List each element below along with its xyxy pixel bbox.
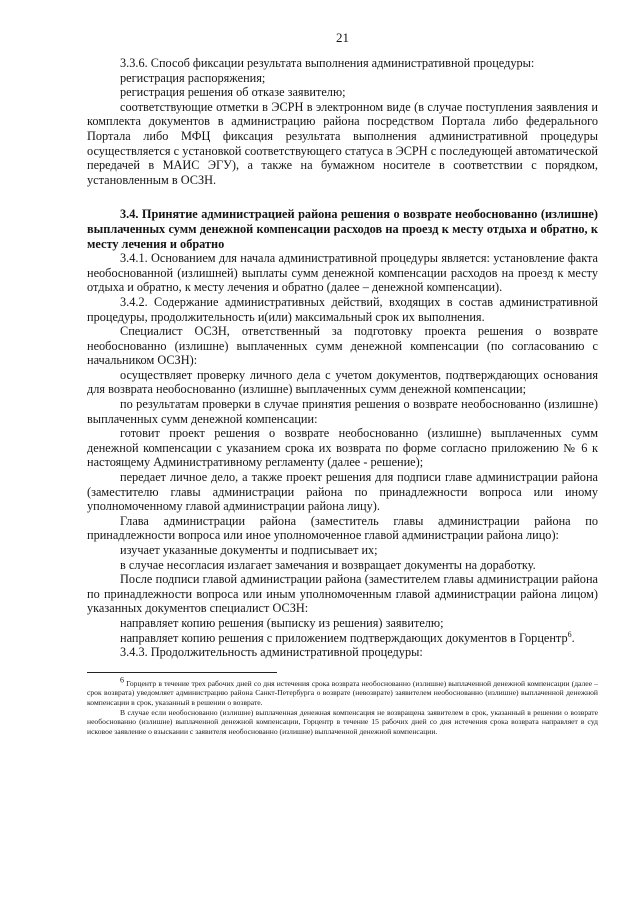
- paragraph-text: готовит проект решения о возврате необоснованно (излишне) выплаченных сумм денежной компенсации с указанием срока их возврата по форме согласно приложению № 6 к настоящему Административному регламенту (далее - решение);: [87, 426, 598, 470]
- paragraph-text: регистрация распоряжения;: [120, 70, 266, 85]
- footnote: [87, 708, 598, 737]
- paragraph: [87, 631, 598, 646]
- section-heading: [87, 207, 598, 251]
- footnote-ref[interactable]: 6: [567, 629, 572, 639]
- paragraph: [87, 645, 598, 660]
- paragraph: [87, 85, 598, 100]
- paragraph: [87, 368, 598, 397]
- body-text: [87, 56, 598, 660]
- paragraph-text: Специалист ОСЗН, ответственный за подготовку проекта решения о возврате необоснованно (излишне) выплаченных сумм денежной компенсации (по согласованию с начальником ОСЗН):: [87, 324, 598, 368]
- page-number: 21: [336, 30, 349, 45]
- paragraph: [87, 71, 598, 86]
- footnotes: [87, 675, 598, 737]
- paragraph: [87, 470, 598, 514]
- paragraph-text: 3.4. Принятие администрацией района решения о возврате необоснованно (излишне) выплаченных сумм денежной компенсации расходов на проезд к месту отдыха и обратно, к месту лечения и обратно: [87, 207, 598, 251]
- paragraph-text: направляет копию решения с приложением подтверждающих документов в Горцентр: [120, 630, 568, 645]
- paragraph-text: Глава администрации района (заместитель главы администрации района по принадлежности вопроса или иное уполномоченное главой администрации района лицо):: [87, 513, 598, 543]
- paragraph-text: изучает указанные документы и подписывает их;: [120, 543, 378, 557]
- footnote-text: Горцентр в течение трех рабочих дней со дня истечения срока возврата необоснованно (излишне) выплаченной денежной компенсации (далее – срок возврата) уведомляет администрацию района Санкт-Петербурга о возврате (невозврате) заявителем необоснованно (излишне) выплаченной денежной компенсации в срок, указанный в решении о возврате.: [87, 678, 598, 707]
- paragraph: [87, 324, 598, 368]
- paragraph: [87, 397, 598, 426]
- paragraph-text: в случае несогласия излагает замечания и возвращает документы на доработку.: [120, 557, 536, 572]
- paragraph: [87, 100, 598, 188]
- paragraph: [87, 514, 598, 543]
- paragraph: [87, 543, 598, 558]
- paragraph-text: по результатам проверки в случае принятия решения о возврате необоснованно (излишне) выплаченных сумм денежной компенсации:: [87, 397, 598, 426]
- paragraph: [87, 251, 598, 295]
- paragraph-text: регистрация решения об отказе заявителю;: [120, 85, 346, 100]
- footnote-mark: 6: [120, 675, 124, 685]
- paragraph: [87, 558, 598, 573]
- paragraph: [87, 572, 598, 616]
- paragraph: [87, 56, 598, 71]
- footnote-text: В случае если необоснованно (излишне) выплаченная денежная компенсация не возвращена заявителем в срок, указанный в решении о возврате необоснованно (излишне) выплаченной денежной компенсации, Горцентр в течение 15 рабочих дней со дня истечения срока возврата направляет в суд исковое заявление о взыскании с заявителя необоснованно (излишне) выплаченной денежной компенсации.: [87, 707, 598, 736]
- paragraph-text: 3.4.3. Продолжительность административной процедуры:: [120, 645, 423, 660]
- paragraph-tail: .: [571, 630, 575, 645]
- paragraph-text: соответствующие отметки в ЭСРН в электронном виде (в случае поступления заявления и комплекта документов в администрацию района посредством Портала либо федерального Портала либо МФЦ фиксация результата выполнения административной процедуры осуществляется с установкой соответствующего статуса в ЭСРН с последующей автоматической передачей в МАИС ЭГУ), а также на бумажном носителе в соответствии с порядком, установленным в ОСЗН.: [87, 99, 598, 187]
- paragraph-text: передает личное дело, а также проект решения для подписи главе администрации района (заместителю главы администрации района по принадлежности вопроса или иному уполномоченному главой администрации района лицу).: [87, 470, 598, 514]
- footnote: [87, 675, 598, 708]
- paragraph-text: 3.4.1. Основанием для начала административной процедуры является: установление факта необоснованной (излишней) выплаты сумм денежной компенсации расходов на проезд к месту отдыха и обратно, к месту лечения и обратно (далее – денежной компенсации).: [87, 251, 598, 295]
- paragraph-text: 3.4.2. Содержание административных действий, входящих в состав административной процедуры, продолжительность и(или) максимальный срок их выполнения.: [87, 294, 598, 324]
- footnote-separator: [87, 672, 277, 673]
- paragraph-text: После подписи главой администрации района (заместителем главы администрации района по принадлежности вопроса или иным уполномоченным главой администрации района лицом) указанных документов специалист ОСЗН:: [87, 572, 598, 616]
- paragraph: [87, 616, 598, 631]
- paragraph-text: осуществляет проверку личного дела с учетом документов, подтверждающих основания для возврата необоснованно (излишне) выплаченных сумм денежной компенсации;: [87, 367, 598, 397]
- paragraph: [87, 426, 598, 470]
- paragraph-text: 3.3.6. Способ фиксации результата выполнения административной процедуры:: [120, 56, 535, 70]
- paragraph-text: направляет копию решения (выписку из решения) заявителю;: [120, 615, 444, 630]
- paragraph: [87, 295, 598, 324]
